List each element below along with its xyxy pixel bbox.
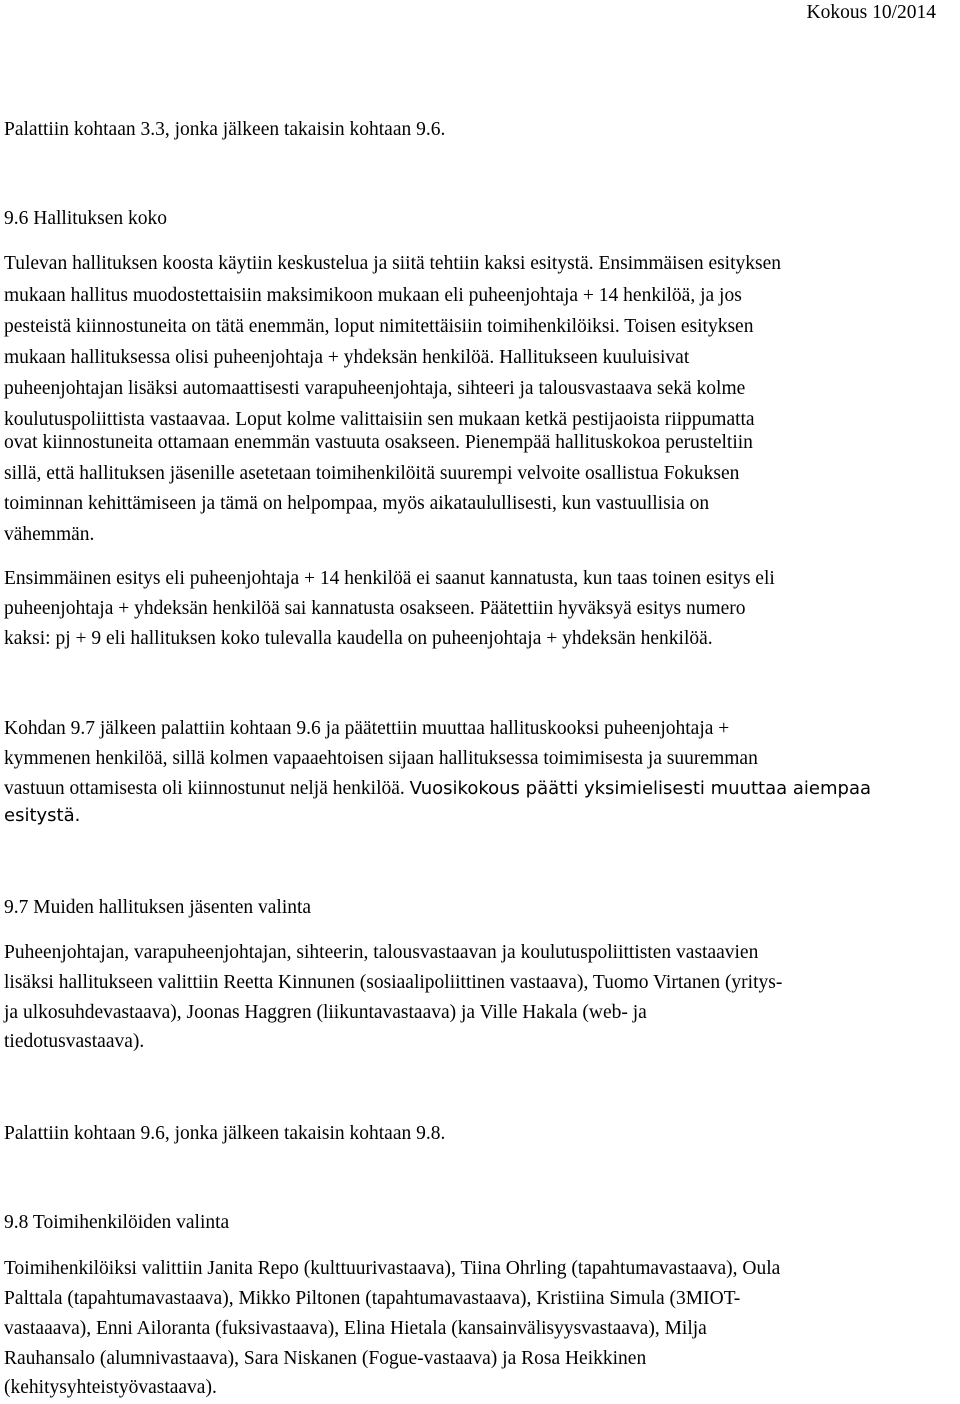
paragraph-line: puheenjohtaja + yhdeksän henkilöä sai kannatusta osakseen. Päätettiin hyväksyä esitys numero [4, 598, 746, 619]
paragraph-line: puheenjohtajan lisäksi automaattisesti varapuheenjohtaja, sihteeri ja talousvastaava sekä kolme [4, 378, 746, 399]
paragraph-line: mukaan hallitus muodostettaisiin maksimikoon mukaan eli puheenjohtaja + 14 henkilöä, ja jos [4, 285, 742, 306]
paragraph-line: toiminnan kehittämiseen ja tämä on helpompaa, myös aikataulullisesti, kun vastuullisia on [4, 493, 710, 514]
paragraph-line: Tulevan hallituksen koosta käytiin keskustelua ja siitä tehtiin kaksi esitystä. Ensimmäisen esityksen [4, 253, 782, 274]
paragraph-line: (kehitysyhteistyövastaava). [4, 1377, 217, 1398]
paragraph-line: Kohdan 9.7 jälkeen palattiin kohtaan 9.6 ja päätettiin muuttaa hallituskooksi puheenjohtaja + [4, 718, 730, 739]
paragraph-line: Palttala (tapahtumavastaava), Mikko Piltonen (tapahtumavastaava), Kristiina Simula (3MIOT- [4, 1288, 741, 1309]
paragraph-line: Rauhansalo (alumnivastaava), Sara Niskanen (Fogue-vastaava) ja Rosa Heikkinen [4, 1348, 647, 1369]
paragraph-line: koulutuspoliittista vastaavaa. Loput kolme valittaisiin sen mukaan ketkä pestijaoista riippumatta [4, 409, 755, 430]
paragraph-line: sillä, että hallituksen jäsenille asetetaan toimihenkilöitä suurempi velvoite osallistua Fokuksen [4, 463, 740, 484]
paragraph-line: vähemmän. [4, 524, 95, 545]
return-note-3-3: Palattiin kohtaan 3.3, jonka jälkeen takaisin kohtaan 9.6. [4, 119, 446, 140]
paragraph-line: Puheenjohtajan, varapuheenjohtajan, sihteerin, talousvastaavan ja koulutuspoliittisten vastaavien [4, 942, 759, 963]
paragraph-line: ja ulkosuhdevastaava), Joonas Haggren (liikuntavastaava) ja Ville Hakala (web- ja [4, 1002, 647, 1023]
return-note-9-6: Palattiin kohtaan 9.6, jonka jälkeen takaisin kohtaan 9.8. [4, 1123, 446, 1144]
paragraph-line [4, 774, 871, 804]
paragraph-line: kaksi: pj + 9 eli hallituksen koko tulevalla kaudella on puheenjohtaja + yhdeksän henkilöä. [4, 628, 713, 649]
section-heading-9-6: 9.6 Hallituksen koko [4, 208, 168, 229]
paragraph-line: Toimihenkilöiksi valittiin Janita Repo (kulttuurivastaava), Tiina Ohrling (tapahtumavastaava), Oula [4, 1258, 781, 1279]
section-heading-9-8: 9.8 Toimihenkilöiden valinta [4, 1212, 230, 1233]
paragraph-line: pesteistä kiinnostuneita on tätä enemmän, loput nimitettäisiin toimihenkilöiksi. Toisen esityksen [4, 316, 754, 337]
paragraph-line: tiedotusvastaava). [4, 1031, 145, 1052]
paragraph-line: Ensimmäinen esitys eli puheenjohtaja + 14 henkilöä ei saanut kannatusta, kun taas toinen esitys eli [4, 568, 775, 589]
paragraph-line: ovat kiinnostuneita ottamaan enemmän vastuuta osakseen. Pienempää hallituskokoa perusteltiin [4, 432, 753, 453]
paragraph-line: esitystä. [4, 805, 81, 826]
paragraph-text-run-sans: Vuosikokous päätti yksimielisesti muuttaa aiempaa [409, 778, 872, 799]
paragraph-line: mukaan hallituksessa olisi puheenjohtaja + yhdeksän henkilöä. Hallitukseen kuuluisivat [4, 347, 690, 368]
page-header-meeting-number: Kokous 10/2014 [806, 2, 936, 23]
paragraph-text-run: vastuun ottamisesta oli kiinnostunut neljä henkilöä. [4, 778, 410, 799]
paragraph-line: kymmenen henkilöä, sillä kolmen vapaaehtoisen sijaan hallituksessa toimimisesta ja suuremman [4, 748, 758, 769]
section-heading-9-7: 9.7 Muiden hallituksen jäsenten valinta [4, 897, 312, 918]
paragraph-line: lisäksi hallitukseen valittiin Reetta Kinnunen (sosiaalipoliittinen vastaava), Tuomo Virtanen (yritys- [4, 972, 783, 993]
paragraph-line: vastaaava), Enni Ailoranta (fuksivastaava), Elina Hietala (kansainvälisyysvastaava), Milja [4, 1318, 707, 1339]
